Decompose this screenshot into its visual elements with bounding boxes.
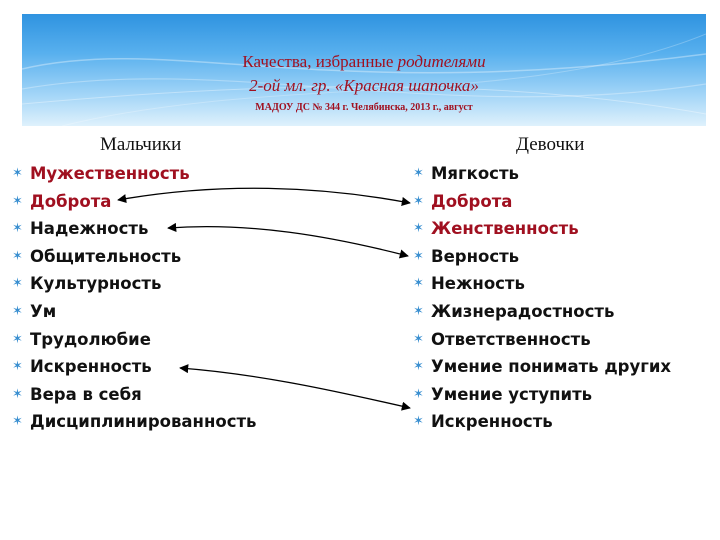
girls-list-item — [413, 326, 671, 354]
girls-list-item — [413, 408, 671, 436]
asterisk-bullet-icon: ✶ — [413, 386, 424, 402]
title-line-3: МАДОУ ДС № 344 г. Челябинска, 2013 г., август — [255, 102, 473, 113]
title-line-1-emphasis: родителями — [397, 52, 486, 71]
boys-item-label: Дисциплинированность — [30, 412, 257, 432]
girls-list-item — [413, 298, 671, 326]
girls-list — [413, 160, 671, 436]
boys-list — [12, 160, 256, 436]
title-line-1 — [22, 52, 706, 72]
asterisk-bullet-icon: ✶ — [12, 303, 23, 319]
girls-item-label: Женственность — [431, 219, 579, 239]
girls-item-label: Ответственность — [431, 329, 591, 349]
asterisk-bullet-icon: ✶ — [12, 331, 23, 347]
boys-list-item — [12, 298, 256, 326]
asterisk-bullet-icon: ✶ — [413, 166, 424, 181]
asterisk-bullet-icon: ✶ — [12, 414, 23, 430]
girls-item-label: Нежность — [431, 274, 525, 294]
asterisk-bullet-icon: ✶ — [413, 248, 424, 264]
girls-heading: Девочки — [516, 134, 585, 155]
asterisk-bullet-icon: ✶ — [12, 193, 23, 209]
boys-list-item — [12, 160, 256, 188]
boys-list-item — [12, 243, 256, 271]
girls-item-label: Умение понимать других — [431, 357, 672, 377]
boys-list-item — [12, 381, 256, 409]
boys-item-label: Мужественность — [30, 164, 190, 183]
boys-list-item — [12, 270, 256, 298]
girls-item-label: Умение уступить — [431, 384, 593, 404]
asterisk-bullet-icon: ✶ — [12, 386, 23, 402]
girls-item-label: Жизнерадостность — [431, 301, 615, 321]
asterisk-bullet-icon: ✶ — [12, 248, 23, 264]
asterisk-bullet-icon: ✶ — [413, 331, 424, 347]
boys-item-label: Доброта — [30, 191, 112, 211]
boys-item-label: Трудолюбие — [30, 329, 151, 349]
asterisk-bullet-icon: ✶ — [12, 276, 23, 292]
asterisk-bullet-icon: ✶ — [12, 221, 23, 237]
boys-item-label: Общительность — [30, 246, 182, 266]
title-line-1-text: Качества, избранные — [242, 52, 398, 71]
girls-list-item — [413, 243, 671, 271]
girls-list-item — [413, 381, 671, 409]
asterisk-bullet-icon: ✶ — [413, 303, 424, 319]
title-line-2: 2-ой мл. гр. «Красная шапочка» — [249, 76, 479, 95]
asterisk-bullet-icon: ✶ — [12, 166, 23, 181]
boys-list-item — [12, 215, 256, 243]
asterisk-bullet-icon: ✶ — [413, 221, 424, 237]
boys-item-label: Ум — [30, 301, 57, 321]
girls-list-item — [413, 215, 671, 243]
girls-item-label: Верность — [431, 246, 520, 266]
boys-item-label: Вера в себя — [30, 384, 142, 404]
asterisk-bullet-icon: ✶ — [12, 359, 23, 375]
girls-list-item — [413, 160, 671, 188]
boys-item-label: Культурность — [30, 274, 162, 294]
girls-item-label: Искренность — [431, 412, 553, 432]
asterisk-bullet-icon: ✶ — [413, 414, 424, 430]
asterisk-bullet-icon: ✶ — [413, 276, 424, 292]
boys-heading: Мальчики — [100, 134, 182, 155]
girls-list-item — [413, 188, 671, 216]
girls-item-label: Доброта — [431, 191, 513, 211]
boys-item-label: Надежность — [30, 219, 149, 239]
boys-list-item — [12, 326, 256, 354]
boys-list-item — [12, 353, 256, 381]
girls-item-label: Мягкость — [431, 164, 519, 183]
boys-list-item — [12, 188, 256, 216]
header-banner — [22, 14, 706, 126]
asterisk-bullet-icon: ✶ — [413, 359, 424, 375]
girls-list-item — [413, 270, 671, 298]
boys-list-item — [12, 408, 256, 436]
girls-list-item — [413, 353, 671, 381]
boys-item-label: Искренность — [30, 357, 152, 377]
asterisk-bullet-icon: ✶ — [413, 193, 424, 209]
